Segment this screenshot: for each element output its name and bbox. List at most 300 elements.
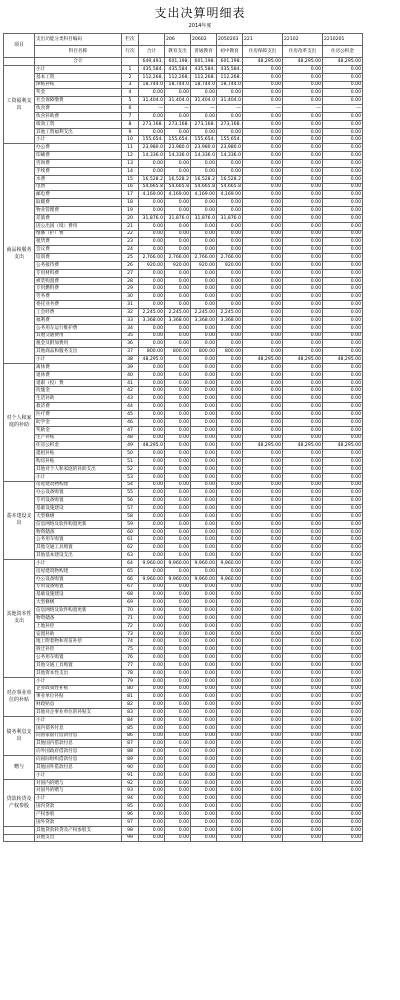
row-name: 被装购置费 [35, 277, 122, 285]
row-value: 0.00 [139, 701, 165, 709]
row-value: 0.00 [191, 363, 217, 371]
row-value: 0.00 [165, 167, 191, 175]
header-name-label: 科目名称 [35, 46, 122, 58]
row-number: 39 [122, 363, 139, 371]
row-number: 44 [122, 403, 139, 411]
row-value: 112,268. [217, 73, 243, 81]
row-name: 大型修缮 [35, 599, 122, 607]
row-value: 0.00 [243, 65, 283, 73]
row-value: 0.00 [217, 512, 243, 520]
row-value: 0.00 [283, 716, 323, 724]
header-column: 住房保障支出 [243, 46, 283, 58]
row-value: 0.00 [217, 826, 243, 834]
row-value: 273,168. [139, 120, 165, 128]
row-value: 0.00 [139, 159, 165, 167]
row-value: 0.00 [191, 395, 217, 403]
row-value: 0.00 [139, 661, 165, 669]
row-value: — [139, 105, 165, 113]
row-value: 0.00 [191, 591, 217, 599]
row-value: 0.00 [217, 356, 243, 364]
row-value: 0.00 [217, 701, 243, 709]
row-value: 0.00 [217, 685, 243, 693]
row-name: 水费 [35, 175, 122, 183]
row-value: 0.00 [191, 246, 217, 254]
row-value: 0.00 [139, 371, 165, 379]
expenditure-table [3, 33, 397, 842]
row-name: 福利费 [35, 316, 122, 324]
row-name: 财政贴息 [35, 701, 122, 709]
row-value: 0.00 [323, 120, 363, 128]
row-number: 75 [122, 646, 139, 654]
row-value: 23,980.0 [217, 144, 243, 152]
table-row [4, 552, 397, 560]
row-number: 81 [122, 693, 139, 701]
row-value: 0.00 [323, 277, 363, 285]
row-value: 0.00 [283, 497, 323, 505]
row-number: 4 [122, 89, 139, 97]
row-number: 35 [122, 332, 139, 340]
row-name: 物业管理费 [35, 207, 122, 215]
row-value: 0.00 [191, 89, 217, 97]
row-name: 社会保障缴费 [35, 97, 122, 105]
row-value: 4,169.00 [165, 191, 191, 199]
row-value: 0.00 [139, 583, 165, 591]
row-name: 取暖费 [35, 199, 122, 207]
row-value: 0.00 [323, 128, 363, 136]
row-value: 0.00 [243, 607, 283, 615]
row-number: 93 [122, 787, 139, 795]
row-value: 0.00 [217, 716, 243, 724]
row-value: 0.00 [139, 724, 165, 732]
row-value: 0.00 [323, 520, 363, 528]
row-value: 16,528.2 [139, 175, 165, 183]
row-name: 其他工资福利支出 [35, 128, 122, 136]
row-number: 92 [122, 779, 139, 787]
row-value: 0.00 [283, 403, 323, 411]
row-number: 30 [122, 293, 139, 301]
row-value: 0.00 [191, 387, 217, 395]
row-value: 0.00 [323, 763, 363, 771]
row-value: 0.00 [191, 544, 217, 552]
row-value: 0.00 [165, 128, 191, 136]
row-value: 3,368.00 [165, 316, 191, 324]
row-number: 66 [122, 575, 139, 583]
row-number: 49 [122, 442, 139, 450]
row-value: 601,198. [217, 58, 243, 66]
row-value: 0.00 [217, 246, 243, 254]
row-value: 0.00 [283, 795, 323, 803]
row-value: 0.00 [165, 277, 191, 285]
row-value: 2,245.00 [191, 309, 217, 317]
row-value: 0.00 [139, 230, 165, 238]
row-number: 68 [122, 591, 139, 599]
row-value: 0.00 [323, 222, 363, 230]
row-value: 0.00 [243, 379, 283, 387]
row-value: 0.00 [217, 112, 243, 120]
table-row [4, 528, 397, 536]
row-value: 0.00 [217, 654, 243, 662]
row-value: 0.00 [283, 418, 323, 426]
row-value: 0.00 [243, 309, 283, 317]
row-value: 0.00 [217, 669, 243, 677]
row-value: 0.00 [165, 442, 191, 450]
row-value: 0.00 [165, 434, 191, 442]
table-row [4, 465, 397, 473]
row-value: 0.00 [191, 826, 217, 834]
row-value: 0.00 [191, 238, 217, 246]
row-value: 0.00 [217, 756, 243, 764]
row-value: 0.00 [243, 465, 283, 473]
row-value: 0.00 [283, 544, 323, 552]
row-value: 0.00 [323, 450, 363, 458]
table-row [4, 285, 397, 293]
row-value: 0.00 [165, 426, 191, 434]
row-number: 20 [122, 214, 139, 222]
row-value: 155,654. [217, 136, 243, 144]
row-number: 47 [122, 426, 139, 434]
table-row [4, 756, 397, 764]
row-value: 0.00 [323, 591, 363, 599]
row-number: 90 [122, 763, 139, 771]
row-value: 0.00 [139, 395, 165, 403]
row-value: 0.00 [243, 763, 283, 771]
row-value: 0.00 [165, 379, 191, 387]
row-value: 0.00 [217, 285, 243, 293]
row-name: 其他对个人和家庭的补助支出 [35, 465, 122, 473]
row-value: 0.00 [191, 418, 217, 426]
table-row [4, 638, 397, 646]
row-value: 920.00 [217, 261, 243, 269]
row-value: 0.00 [283, 450, 323, 458]
row-value: 0.00 [243, 740, 283, 748]
row-value: 0.00 [165, 465, 191, 473]
row-value: 0.00 [217, 763, 243, 771]
row-value: 54,665.8 [191, 183, 217, 191]
row-value: 0.00 [283, 238, 323, 246]
row-value: 0.00 [165, 763, 191, 771]
row-value: 0.00 [283, 818, 323, 826]
table-row [4, 112, 397, 120]
row-value: 0.00 [191, 818, 217, 826]
table-row [4, 175, 397, 183]
row-value: 0.00 [243, 677, 283, 685]
row-value: 0.00 [139, 199, 165, 207]
row-value: 0.00 [283, 638, 323, 646]
row-number: 51 [122, 458, 139, 466]
row-name: 小计 [35, 473, 122, 481]
row-value: 0.00 [243, 795, 283, 803]
row-name: 其他交通工具购置 [35, 544, 122, 552]
row-value: 0.00 [283, 599, 323, 607]
table-row [4, 583, 397, 591]
row-value: 0.00 [323, 159, 363, 167]
row-value: 48,295.00 [323, 442, 363, 450]
row-value: 48,295.00 [243, 58, 283, 66]
row-name: 小计 [35, 356, 122, 364]
row-value: 0.00 [283, 693, 323, 701]
row-value: 0.00 [191, 450, 217, 458]
row-value: 0.00 [191, 497, 217, 505]
row-number: 54 [122, 481, 139, 489]
row-value: 0.00 [323, 748, 363, 756]
row-value: 0.00 [191, 567, 217, 575]
row-value: 0.00 [139, 732, 165, 740]
row-value: 273,168. [217, 120, 243, 128]
row-value: 0.00 [283, 254, 323, 262]
row-value: 0.00 [139, 426, 165, 434]
row-value: 0.00 [191, 771, 217, 779]
row-value: 0.00 [191, 693, 217, 701]
table-row [4, 120, 397, 128]
row-value: 0.00 [243, 661, 283, 669]
row-value: 0.00 [283, 614, 323, 622]
row-value: 0.00 [323, 560, 363, 568]
row-name: 专用设备购置 [35, 497, 122, 505]
row-value: 0.00 [139, 748, 165, 756]
row-value: 0.00 [243, 622, 283, 630]
table-row [4, 73, 397, 81]
row-value: 0.00 [139, 818, 165, 826]
row-value: 0.00 [139, 536, 165, 544]
row-value: 0.00 [323, 740, 363, 748]
row-value: — [243, 105, 283, 113]
row-value: 0.00 [243, 395, 283, 403]
row-name: 向国家银行借款付息 [35, 732, 122, 740]
table-row [4, 363, 397, 371]
row-value: 0.00 [165, 646, 191, 654]
row-value: 31,404.0 [165, 97, 191, 105]
row-number: 58 [122, 512, 139, 520]
row-name: 小计 [35, 136, 122, 144]
row-value: 0.00 [283, 230, 323, 238]
row-number: 59 [122, 520, 139, 528]
row-value: 0.00 [217, 159, 243, 167]
table-row [4, 779, 397, 787]
row-value: 0.00 [165, 716, 191, 724]
row-value: 0.00 [217, 646, 243, 654]
table-row [4, 677, 397, 685]
row-value: 0.00 [243, 277, 283, 285]
row-name: 伙食费 [35, 105, 122, 113]
table-row [4, 144, 397, 152]
row-value: 0.00 [165, 669, 191, 677]
row-value: 0.00 [323, 348, 363, 356]
row-value: 0.00 [243, 340, 283, 348]
table-row [4, 379, 397, 387]
row-name: 奖励金 [35, 426, 122, 434]
row-value: 0.00 [243, 701, 283, 709]
row-value: 0.00 [323, 607, 363, 615]
row-value: 0.00 [191, 340, 217, 348]
row-number: 45 [122, 410, 139, 418]
header-code-label: 支出功能分类科目编码 [35, 34, 122, 46]
row-number: 34 [122, 324, 139, 332]
row-value: 0.00 [243, 450, 283, 458]
row-value: 0.00 [283, 387, 323, 395]
row-value: 0.00 [217, 599, 243, 607]
row-name: 小计 [35, 716, 122, 724]
row-value: 0.00 [139, 567, 165, 575]
row-name: 劳务费 [35, 293, 122, 301]
row-value: 0.00 [217, 434, 243, 442]
row-value: 0.00 [217, 332, 243, 340]
row-name: 因公出国（境）费用 [35, 222, 122, 230]
table-row [4, 724, 397, 732]
row-value: 0.00 [139, 238, 165, 246]
table-row [4, 520, 397, 528]
row-value: 0.00 [323, 89, 363, 97]
row-value: 0.00 [283, 269, 323, 277]
row-value: 0.00 [139, 763, 165, 771]
row-value: 0.00 [217, 811, 243, 819]
row-name: 救济费 [35, 403, 122, 411]
row-value: 0.00 [139, 811, 165, 819]
row-value: 435,584. [165, 65, 191, 73]
row-value: 23,980.0 [139, 144, 165, 152]
row-value: 0.00 [323, 756, 363, 764]
row-number: 8 [122, 120, 139, 128]
row-name: 生产补贴 [35, 434, 122, 442]
row-value: 0.00 [217, 724, 243, 732]
row-value: 0.00 [243, 544, 283, 552]
row-value: 0.00 [165, 607, 191, 615]
row-value: 0.00 [243, 254, 283, 262]
row-value: 0.00 [323, 552, 363, 560]
row-value: 0.00 [323, 238, 363, 246]
row-value: 0.00 [139, 434, 165, 442]
row-value: 0.00 [243, 497, 283, 505]
row-value: 48,295.00 [243, 356, 283, 364]
row-value: 0.00 [243, 803, 283, 811]
row-value: 3,368.00 [191, 316, 217, 324]
row-name: 办公费 [35, 144, 122, 152]
row-value: 0.00 [191, 293, 217, 301]
row-number: 36 [122, 340, 139, 348]
row-value: 0.00 [323, 779, 363, 787]
table-row [4, 458, 397, 466]
row-value: 0.00 [165, 473, 191, 481]
row-number: 62 [122, 544, 139, 552]
table-row [4, 332, 397, 340]
row-value: 0.00 [165, 332, 191, 340]
row-value: 0.00 [243, 458, 283, 466]
row-value: 0.00 [139, 222, 165, 230]
row-value: 0.00 [243, 261, 283, 269]
row-value: 0.00 [139, 332, 165, 340]
row-number: 6 [122, 105, 139, 113]
row-value: 0.00 [217, 363, 243, 371]
row-value: 0.00 [217, 442, 243, 450]
row-name: 小计 [35, 65, 122, 73]
row-value: 0.00 [165, 512, 191, 520]
row-value: 0.00 [283, 246, 323, 254]
row-value: 0.00 [191, 199, 217, 207]
row-number: 29 [122, 285, 139, 293]
table-row [4, 763, 397, 771]
table-row [4, 152, 397, 160]
row-value: 0.00 [191, 748, 217, 756]
row-value: 0.00 [217, 787, 243, 795]
row-value: 0.00 [323, 465, 363, 473]
row-value: 0.00 [243, 630, 283, 638]
row-name: 其他商品和服务支出 [35, 348, 122, 356]
row-value: 0.00 [243, 426, 283, 434]
row-value: 0.00 [191, 403, 217, 411]
row-value: 0.00 [283, 811, 323, 819]
row-value: 23,980.0 [165, 144, 191, 152]
row-number: 16 [122, 183, 139, 191]
row-value: 0.00 [165, 834, 191, 842]
header-row-columns [4, 46, 397, 58]
row-value: 0.00 [191, 112, 217, 120]
table-row [4, 65, 397, 73]
row-number: 57 [122, 505, 139, 513]
row-value: 0.00 [283, 685, 323, 693]
row-value: 0.00 [283, 348, 323, 356]
row-value: 0.00 [191, 716, 217, 724]
row-value: 0.00 [323, 512, 363, 520]
row-value: 0.00 [243, 685, 283, 693]
row-name: 信息网络及软件购置更新 [35, 607, 122, 615]
table-row [4, 418, 397, 426]
row-value: 0.00 [323, 834, 363, 842]
row-name: 其他交通费用 [35, 332, 122, 340]
row-number: 31 [122, 301, 139, 309]
row-value: 0.00 [165, 497, 191, 505]
row-value: 0.00 [283, 144, 323, 152]
table-row [4, 261, 397, 269]
row-name: 国外贷款 [35, 818, 122, 826]
row-value: 0.00 [165, 269, 191, 277]
row-value: 0.00 [323, 97, 363, 105]
row-number: 18 [122, 199, 139, 207]
row-number: 84 [122, 716, 139, 724]
row-value: 0.00 [323, 575, 363, 583]
row-value: 0.00 [165, 811, 191, 819]
row-name: 委托业务费 [35, 301, 122, 309]
row-value: 0.00 [139, 693, 165, 701]
row-name: 小计 [35, 795, 122, 803]
row-value: 0.00 [165, 724, 191, 732]
row-value: 0.00 [191, 763, 217, 771]
row-value: 0.00 [243, 191, 283, 199]
row-value: 0.00 [323, 65, 363, 73]
row-value: 0.00 [283, 128, 323, 136]
row-value: 0.00 [243, 128, 283, 136]
table-row [4, 787, 397, 795]
row-value: 0.00 [139, 740, 165, 748]
row-value: 0.00 [139, 167, 165, 175]
row-value: 0.00 [191, 701, 217, 709]
table-row [4, 803, 397, 811]
row-value: 0.00 [165, 771, 191, 779]
table-row [4, 89, 397, 97]
row-value: 0.00 [243, 826, 283, 834]
row-value: 0.00 [139, 803, 165, 811]
row-value: 0.00 [283, 159, 323, 167]
row-value: 0.00 [323, 787, 363, 795]
table-row [4, 442, 397, 450]
row-name: 对国内的赠与 [35, 779, 122, 787]
table-row [4, 575, 397, 583]
row-name: 办公设备购置 [35, 575, 122, 583]
row-value: 0.00 [323, 207, 363, 215]
row-value: 0.00 [217, 771, 243, 779]
row-name: 办公设备购置 [35, 489, 122, 497]
row-value: 4,169.00 [191, 191, 217, 199]
row-name: 物资储备 [35, 528, 122, 536]
row-value: 0.00 [283, 183, 323, 191]
